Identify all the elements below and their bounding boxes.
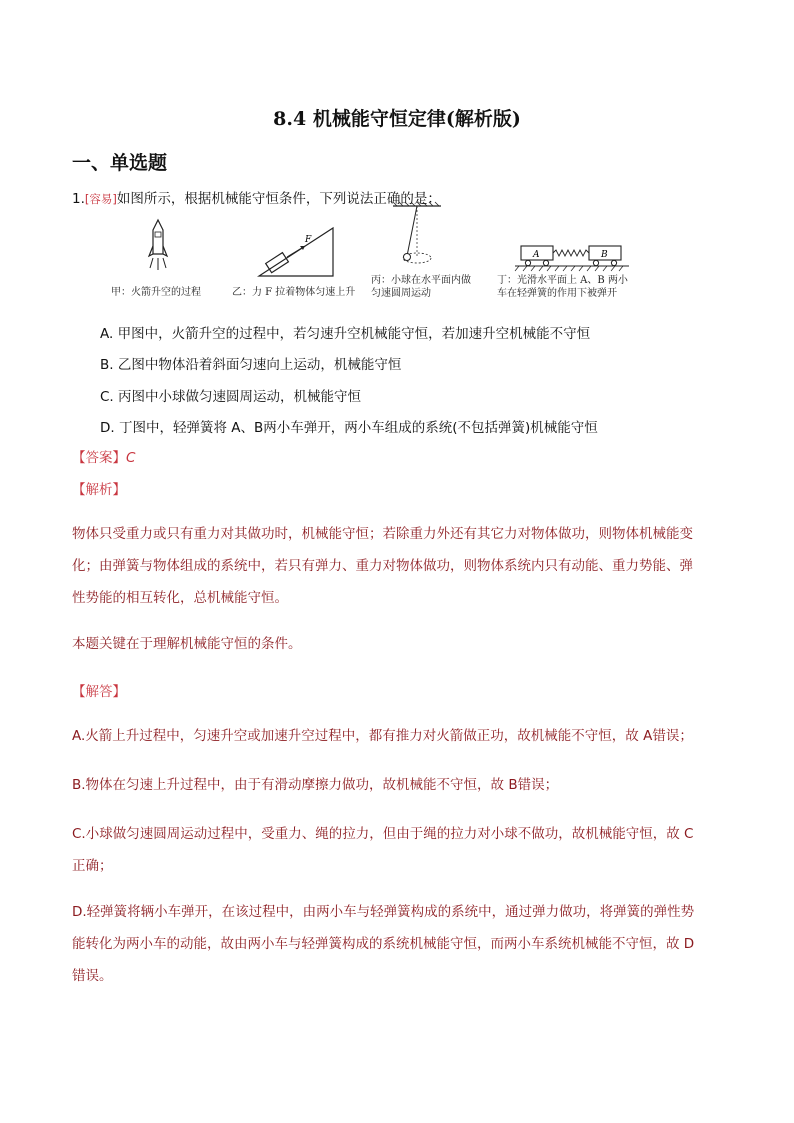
- difficulty-tag: [容易]: [84, 192, 117, 206]
- figure-row: [95, 218, 655, 306]
- solution-d-line-2: 能转化为两小车的动能，故由两小车与轻弹簧构成的系统机械能守恒，而两小车系统机械能不守恒，故 D: [72, 936, 695, 952]
- answer-line: [72, 446, 135, 466]
- analysis-line-1: 物体只受重力或只有重力对其做功时，机械能守恒；若除重力外还有其它力对物体做功，则物体机械能变: [72, 526, 693, 542]
- analysis-line-3: 性势能的相互转化，总机械能守恒。: [72, 590, 288, 606]
- caption-ding-line-1: 丁：光滑水平面上 A、B 两小: [497, 275, 628, 286]
- force-label-f: F: [305, 235, 312, 245]
- solution-d: [72, 896, 722, 992]
- question-stem: [72, 187, 441, 207]
- solution-c: [72, 818, 722, 882]
- answer-label: 【答案】: [72, 450, 126, 466]
- option-d: D. 丁图中，轻弹簧将 A、B两小车弹开，两小车组成的系统(不包括弹簧)机械能守恒: [100, 420, 598, 436]
- carts-spring-figure: [513, 242, 631, 272]
- caption-bing: [371, 274, 471, 300]
- rocket-figure: [143, 218, 173, 280]
- conical-pendulum-figure: [387, 200, 447, 280]
- question-number: 1.: [72, 191, 85, 207]
- caption-ding-line-2: 车在轻弹簧的作用下被弹开: [497, 288, 617, 299]
- solution-d-line-3: 错误。: [72, 968, 113, 984]
- cart-b-label: B: [601, 250, 608, 260]
- answer-value: C: [126, 450, 136, 466]
- caption-yi: 乙：力 F 拉着物体匀速上升: [232, 287, 356, 298]
- solution-a: A.火箭上升过程中，匀速升空或加速升空过程中，都有推力对火箭做正功，故机械能不守恒，故 A错误；: [72, 728, 693, 744]
- page-title: 8.4 机械能守恒定律(解析版): [273, 108, 521, 130]
- incline-figure: [257, 224, 337, 280]
- analysis-key-point: 本题关键在于理解机械能守恒的条件。: [72, 636, 302, 652]
- solution-b: B.物体在匀速上升过程中，由于有滑动摩擦力做功，故机械能不守恒，故 B错误；: [72, 777, 559, 793]
- solution-label: 【解答】: [72, 684, 126, 700]
- section-heading: 一、单选题: [72, 152, 168, 174]
- analysis-heading: [72, 478, 126, 498]
- analysis-paragraph: [72, 518, 722, 614]
- solution-heading: [72, 680, 126, 700]
- option-c: C. 丙图中小球做匀速圆周运动，机械能守恒: [100, 389, 362, 405]
- caption-bing-line-1: 丙：小球在水平面内做: [371, 275, 471, 286]
- caption-ding: [497, 274, 628, 300]
- option-b: B. 乙图中物体沿着斜面匀速向上运动，机械能守恒: [100, 357, 402, 373]
- solution-c-line-1: C.小球做匀速圆周运动过程中，受重力、绳的拉力，但由于绳的拉力对小球不做功，故机械能守恒，故 C: [72, 826, 694, 842]
- caption-jia: 甲：火箭升空的过程: [111, 287, 201, 298]
- analysis-label: 【解析】: [72, 482, 126, 498]
- caption-bing-line-2: 匀速圆周运动: [371, 288, 431, 299]
- analysis-line-2: 化；由弹簧与物体组成的系统中，若只有弹力、重力对物体做功，则物体系统内只有动能、重力势能、弹: [72, 558, 693, 574]
- solution-c-line-2: 正确；: [72, 858, 113, 874]
- cart-a-label: A: [533, 250, 540, 260]
- solution-d-line-1: D.轻弹簧将辆小车弹开，在该过程中，由两小车与轻弹簧构成的系统中，通过弹力做功，将弹簧的弹性势: [72, 904, 695, 920]
- question-text: 如图所示，根据机械能守恒条件，下列说法正确的是：: [116, 191, 441, 207]
- option-a: A. 甲图中，火箭升空的过程中，若匀速升空机械能守恒，若加速升空机械能不守恒: [100, 326, 591, 342]
